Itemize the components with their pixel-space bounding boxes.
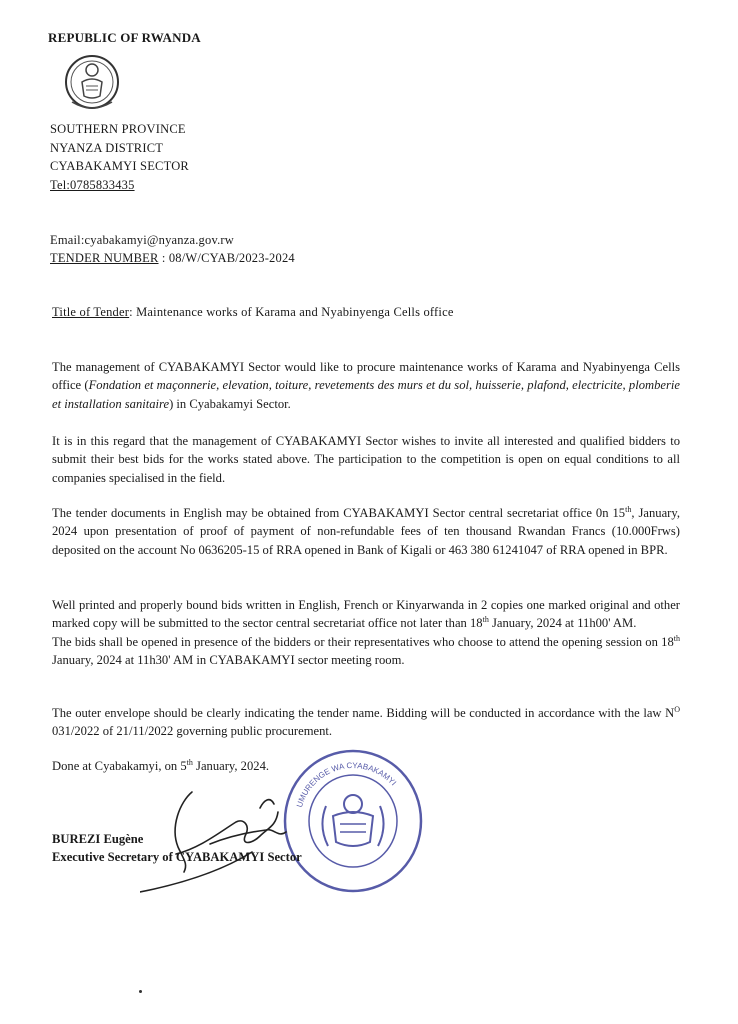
paragraph-submission (52, 596, 680, 669)
signature-icon (140, 752, 440, 942)
tender-title (52, 305, 454, 320)
intro-text: The management of CYABAKAMYI Sector would like to procure maintenance works of Karama and Nyabinyenga Cells office ( (52, 360, 680, 393)
done-at-text: Done at Cyabakamyi, on 5 (52, 759, 187, 773)
works-list: Fondation et maçonnerie, elevation, toiture, revetements des murs et du sol, huisserie, plafond, electricite, plomberie et installation sanitaire (52, 378, 680, 411)
district-line: NYANZA DISTRICT (50, 140, 164, 155)
paragraph-documents (52, 504, 680, 559)
documents-text-end: , January, 2024 upon presentation of proof of payment of non-refundable fees of ten thousand Rwandan Francs (10.000Frws) deposited on the account No 0636205-15 of RRA opened in Bank of Kigali or 463 380 61241047 of RRA opened in BPR. (52, 506, 680, 557)
superscript: th (482, 615, 489, 625)
superscript: O (674, 704, 680, 714)
telephone-line: Tel:0785833435 (50, 177, 135, 192)
paragraph-envelope (52, 704, 680, 741)
intro-end: ) in Cyabakamyi Sector. (169, 396, 291, 411)
signatory-name: BUREZI Eugène (52, 832, 144, 846)
done-at-end: January, 2024. (192, 759, 270, 773)
submission-text: Well printed and properly bound bids written in English, French or Kinyarwanda in 2 copies one marked original and other marked copy will be submitted to the sector central secretariat office not later than 18 (52, 598, 680, 631)
paragraph-intro (52, 358, 680, 413)
superscript: th (625, 504, 632, 514)
tender-title-value: : Maintenance works of Karama and Nyabinyenga Cells office (129, 305, 454, 319)
tender-number-label: TENDER NUMBER (50, 251, 159, 265)
paragraph-invitation (52, 432, 680, 487)
tender-number-value: : 08/W/CYAB/2023-2024 (158, 251, 295, 265)
tender-title-label: Title of Tender (52, 305, 130, 319)
country-heading: REPUBLIC OF RWANDA (48, 30, 201, 45)
superscript: th (673, 633, 680, 643)
envelope-text: The outer envelope should be clearly indicating the tender name. Bidding will be conducted in accordance with the law N (52, 706, 675, 720)
opening-text-end: January, 2024 at 11h30' AM in CYABAKAMYI sector meeting room. (52, 652, 405, 667)
submission-text-end: January, 2024 at 11h00' AM. (488, 616, 637, 631)
stamp-text: UMURENGE WA CYABAKAMYI (294, 760, 399, 809)
tender-number-line (50, 251, 295, 266)
national-emblem-icon (64, 52, 120, 114)
envelope-text-end: 031/2022 of 21/11/2022 governing public procurement. (52, 724, 333, 739)
signatory-role: Executive Secretary of CYABAKAMYI Sector (52, 850, 302, 864)
invitation-text: It is in this regard that the management of CYABAKAMYI Sector wishes to invite all interested and qualified bidders to submit their best bids for the works stated above. The participation to the competition is open on equal conditions to all companies specialised in the field. (52, 434, 680, 485)
sector-line: CYABAKAMYI SECTOR (50, 159, 189, 173)
email-line: Email:cyabakamyi@nyanza.gov.rw (50, 233, 234, 247)
documents-text: The tender documents in English may be obtained from CYABAKAMYI Sector central secretariat office 0n 15 (52, 506, 626, 520)
province-line: SOUTHERN PROVINCE (50, 122, 186, 136)
scan-speck (139, 990, 142, 993)
opening-text: The bids shall be opened in presence of the bidders or their representatives who choose to attend the opening session on 18 (52, 634, 674, 649)
superscript: th (186, 757, 193, 767)
